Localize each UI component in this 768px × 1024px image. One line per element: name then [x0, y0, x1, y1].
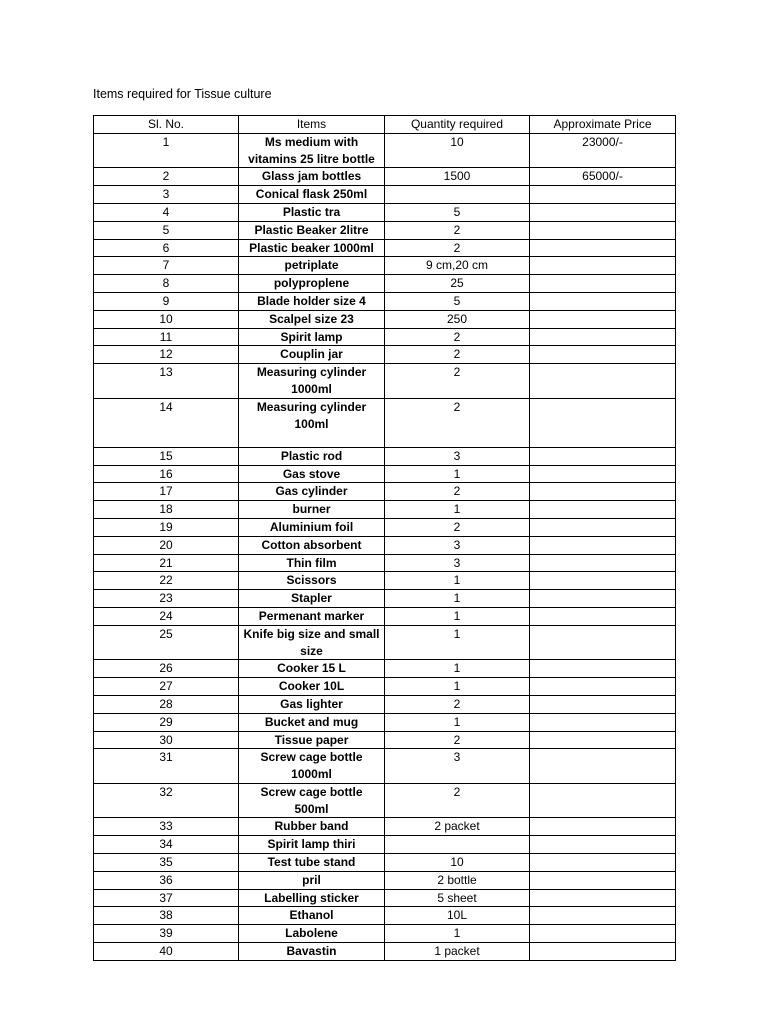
cell-item: Aluminium foil — [239, 518, 385, 536]
table-row — [94, 925, 676, 943]
table-row — [94, 275, 676, 293]
cell-item: Ethanol — [239, 907, 385, 925]
cell-quantity: 1 — [385, 501, 530, 519]
cell-item: pril — [239, 871, 385, 889]
cell-quantity: 1 — [385, 660, 530, 678]
cell-price — [530, 328, 676, 346]
cell-quantity: 2 — [385, 364, 530, 399]
cell-sl-no: 21 — [94, 554, 239, 572]
cell-sl-no: 26 — [94, 660, 239, 678]
cell-quantity: 2 — [385, 221, 530, 239]
table-row — [94, 678, 676, 696]
table-row — [94, 203, 676, 221]
cell-sl-no: 11 — [94, 328, 239, 346]
cell-quantity: 5 sheet — [385, 889, 530, 907]
cell-price — [530, 749, 676, 784]
cell-quantity: 5 — [385, 203, 530, 221]
cell-item: Screw cage bottle 1000ml — [239, 749, 385, 784]
cell-quantity: 2 — [385, 483, 530, 501]
table-row — [94, 292, 676, 310]
column-header-items: Items — [239, 116, 385, 134]
cell-price — [530, 447, 676, 465]
cell-sl-no: 29 — [94, 713, 239, 731]
cell-sl-no: 18 — [94, 501, 239, 519]
cell-sl-no: 16 — [94, 465, 239, 483]
table-row — [94, 625, 676, 660]
table-row — [94, 398, 676, 447]
cell-sl-no: 20 — [94, 536, 239, 554]
cell-sl-no: 24 — [94, 607, 239, 625]
cell-sl-no: 19 — [94, 518, 239, 536]
cell-item: Stapler — [239, 590, 385, 608]
cell-quantity: 2 bottle — [385, 871, 530, 889]
table-row — [94, 731, 676, 749]
table-row — [94, 346, 676, 364]
table-row — [94, 943, 676, 961]
table-row — [94, 221, 676, 239]
cell-item: Test tube stand — [239, 854, 385, 872]
table-row — [94, 607, 676, 625]
cell-quantity: 3 — [385, 749, 530, 784]
cell-price — [530, 695, 676, 713]
cell-quantity: 1 — [385, 590, 530, 608]
cell-price — [530, 364, 676, 399]
cell-price — [530, 678, 676, 696]
cell-sl-no: 40 — [94, 943, 239, 961]
cell-quantity: 1 — [385, 625, 530, 660]
cell-sl-no: 13 — [94, 364, 239, 399]
cell-item: Glass jam bottles — [239, 168, 385, 186]
cell-item: petriplate — [239, 257, 385, 275]
cell-price — [530, 572, 676, 590]
cell-item: Cooker 10L — [239, 678, 385, 696]
cell-quantity: 1 packet — [385, 943, 530, 961]
table-row — [94, 239, 676, 257]
cell-price — [530, 346, 676, 364]
column-header-quantity: Quantity required — [385, 116, 530, 134]
cell-item: polyproplene — [239, 275, 385, 293]
cell-sl-no: 12 — [94, 346, 239, 364]
cell-price — [530, 836, 676, 854]
cell-sl-no: 38 — [94, 907, 239, 925]
cell-item: Plastic tra — [239, 203, 385, 221]
cell-item: Cooker 15 L — [239, 660, 385, 678]
cell-price — [530, 607, 676, 625]
cell-quantity — [385, 836, 530, 854]
cell-sl-no: 23 — [94, 590, 239, 608]
cell-price: 23000/- — [530, 133, 676, 168]
cell-sl-no: 33 — [94, 818, 239, 836]
cell-price: 65000/- — [530, 168, 676, 186]
cell-price — [530, 554, 676, 572]
cell-sl-no: 31 — [94, 749, 239, 784]
cell-price — [530, 925, 676, 943]
cell-quantity: 10L — [385, 907, 530, 925]
cell-quantity: 3 — [385, 447, 530, 465]
cell-item: Scalpel size 23 — [239, 310, 385, 328]
cell-sl-no: 30 — [94, 731, 239, 749]
cell-item: Thin film — [239, 554, 385, 572]
table-row — [94, 749, 676, 784]
cell-item: Rubber band — [239, 818, 385, 836]
table-row — [94, 783, 676, 818]
cell-price — [530, 590, 676, 608]
cell-quantity: 25 — [385, 275, 530, 293]
table-body — [94, 133, 676, 960]
cell-item: Measuring cylinder 100ml — [239, 398, 385, 447]
cell-quantity: 2 — [385, 695, 530, 713]
cell-item: Plastic Beaker 2litre — [239, 221, 385, 239]
table-header-row — [94, 116, 676, 134]
cell-quantity: 1500 — [385, 168, 530, 186]
table-row — [94, 518, 676, 536]
cell-item: Tissue paper — [239, 731, 385, 749]
cell-sl-no: 27 — [94, 678, 239, 696]
table-row — [94, 554, 676, 572]
cell-quantity: 1 — [385, 607, 530, 625]
cell-quantity: 1 — [385, 678, 530, 696]
cell-price — [530, 483, 676, 501]
cell-quantity: 10 — [385, 133, 530, 168]
cell-sl-no: 34 — [94, 836, 239, 854]
cell-quantity: 3 — [385, 554, 530, 572]
cell-item: Plastic beaker 1000ml — [239, 239, 385, 257]
cell-item: burner — [239, 501, 385, 519]
column-header-price: Approximate Price — [530, 116, 676, 134]
cell-quantity: 1 — [385, 465, 530, 483]
cell-price — [530, 465, 676, 483]
cell-item: Ms medium with vitamins 25 litre bottle — [239, 133, 385, 168]
cell-sl-no: 3 — [94, 186, 239, 204]
cell-item: Scissors — [239, 572, 385, 590]
cell-sl-no: 22 — [94, 572, 239, 590]
cell-sl-no: 1 — [94, 133, 239, 168]
cell-price — [530, 203, 676, 221]
cell-quantity: 2 — [385, 328, 530, 346]
cell-price — [530, 818, 676, 836]
cell-quantity: 1 — [385, 713, 530, 731]
cell-item: Gas cylinder — [239, 483, 385, 501]
cell-quantity: 3 — [385, 536, 530, 554]
table-row — [94, 871, 676, 889]
table-row — [94, 501, 676, 519]
cell-item: Plastic rod — [239, 447, 385, 465]
cell-item: Conical flask 250ml — [239, 186, 385, 204]
cell-price — [530, 221, 676, 239]
items-table — [93, 115, 676, 961]
document-title: Items required for Tissue culture — [93, 87, 272, 101]
cell-quantity: 1 — [385, 925, 530, 943]
cell-price — [530, 536, 676, 554]
cell-price — [530, 518, 676, 536]
cell-sl-no: 8 — [94, 275, 239, 293]
cell-item: Labelling sticker — [239, 889, 385, 907]
cell-item: Measuring cylinder 1000ml — [239, 364, 385, 399]
cell-price — [530, 783, 676, 818]
table-row — [94, 465, 676, 483]
table-row — [94, 328, 676, 346]
cell-sl-no: 15 — [94, 447, 239, 465]
column-header-sl-no: Sl. No. — [94, 116, 239, 134]
cell-item: Cotton absorbent — [239, 536, 385, 554]
cell-item: Gas lighter — [239, 695, 385, 713]
cell-item: Labolene — [239, 925, 385, 943]
cell-price — [530, 713, 676, 731]
table-row — [94, 536, 676, 554]
cell-quantity: 10 — [385, 854, 530, 872]
cell-price — [530, 398, 676, 447]
table-row — [94, 257, 676, 275]
table-row — [94, 713, 676, 731]
cell-price — [530, 731, 676, 749]
cell-quantity — [385, 186, 530, 204]
cell-quantity: 2 — [385, 398, 530, 447]
cell-price — [530, 907, 676, 925]
cell-sl-no: 39 — [94, 925, 239, 943]
table-row — [94, 854, 676, 872]
table-row — [94, 447, 676, 465]
table-row — [94, 590, 676, 608]
cell-quantity: 2 packet — [385, 818, 530, 836]
cell-sl-no: 32 — [94, 783, 239, 818]
cell-sl-no: 35 — [94, 854, 239, 872]
cell-sl-no: 10 — [94, 310, 239, 328]
cell-sl-no: 36 — [94, 871, 239, 889]
cell-item: Spirit lamp — [239, 328, 385, 346]
cell-item: Blade holder size 4 — [239, 292, 385, 310]
cell-sl-no: 28 — [94, 695, 239, 713]
cell-sl-no: 6 — [94, 239, 239, 257]
cell-sl-no: 37 — [94, 889, 239, 907]
table-row — [94, 310, 676, 328]
table-row — [94, 572, 676, 590]
cell-sl-no: 17 — [94, 483, 239, 501]
cell-price — [530, 186, 676, 204]
cell-item: Permenant marker — [239, 607, 385, 625]
table-row — [94, 483, 676, 501]
cell-quantity: 2 — [385, 731, 530, 749]
cell-quantity: 2 — [385, 346, 530, 364]
cell-price — [530, 239, 676, 257]
cell-item: Bucket and mug — [239, 713, 385, 731]
table-row — [94, 168, 676, 186]
cell-price — [530, 275, 676, 293]
cell-item: Screw cage bottle 500ml — [239, 783, 385, 818]
cell-item: Couplin jar — [239, 346, 385, 364]
cell-sl-no: 5 — [94, 221, 239, 239]
cell-sl-no: 4 — [94, 203, 239, 221]
cell-price — [530, 625, 676, 660]
table-row — [94, 836, 676, 854]
table-row — [94, 818, 676, 836]
cell-sl-no: 14 — [94, 398, 239, 447]
cell-quantity: 9 cm,20 cm — [385, 257, 530, 275]
cell-sl-no: 25 — [94, 625, 239, 660]
cell-price — [530, 660, 676, 678]
cell-quantity: 2 — [385, 239, 530, 257]
cell-sl-no: 2 — [94, 168, 239, 186]
cell-quantity: 5 — [385, 292, 530, 310]
table-row — [94, 907, 676, 925]
cell-price — [530, 889, 676, 907]
cell-price — [530, 854, 676, 872]
cell-item: Gas stove — [239, 465, 385, 483]
cell-price — [530, 292, 676, 310]
cell-item: Knife big size and small size — [239, 625, 385, 660]
cell-item: Spirit lamp thiri — [239, 836, 385, 854]
table-row — [94, 660, 676, 678]
cell-price — [530, 501, 676, 519]
cell-price — [530, 871, 676, 889]
table-row — [94, 364, 676, 399]
table-row — [94, 133, 676, 168]
cell-quantity: 2 — [385, 783, 530, 818]
table-row — [94, 186, 676, 204]
cell-item: Bavastin — [239, 943, 385, 961]
cell-price — [530, 257, 676, 275]
cell-quantity: 2 — [385, 518, 530, 536]
cell-sl-no: 7 — [94, 257, 239, 275]
cell-price — [530, 310, 676, 328]
cell-quantity: 250 — [385, 310, 530, 328]
cell-price — [530, 943, 676, 961]
cell-quantity: 1 — [385, 572, 530, 590]
table-row — [94, 889, 676, 907]
cell-sl-no: 9 — [94, 292, 239, 310]
table-row — [94, 695, 676, 713]
